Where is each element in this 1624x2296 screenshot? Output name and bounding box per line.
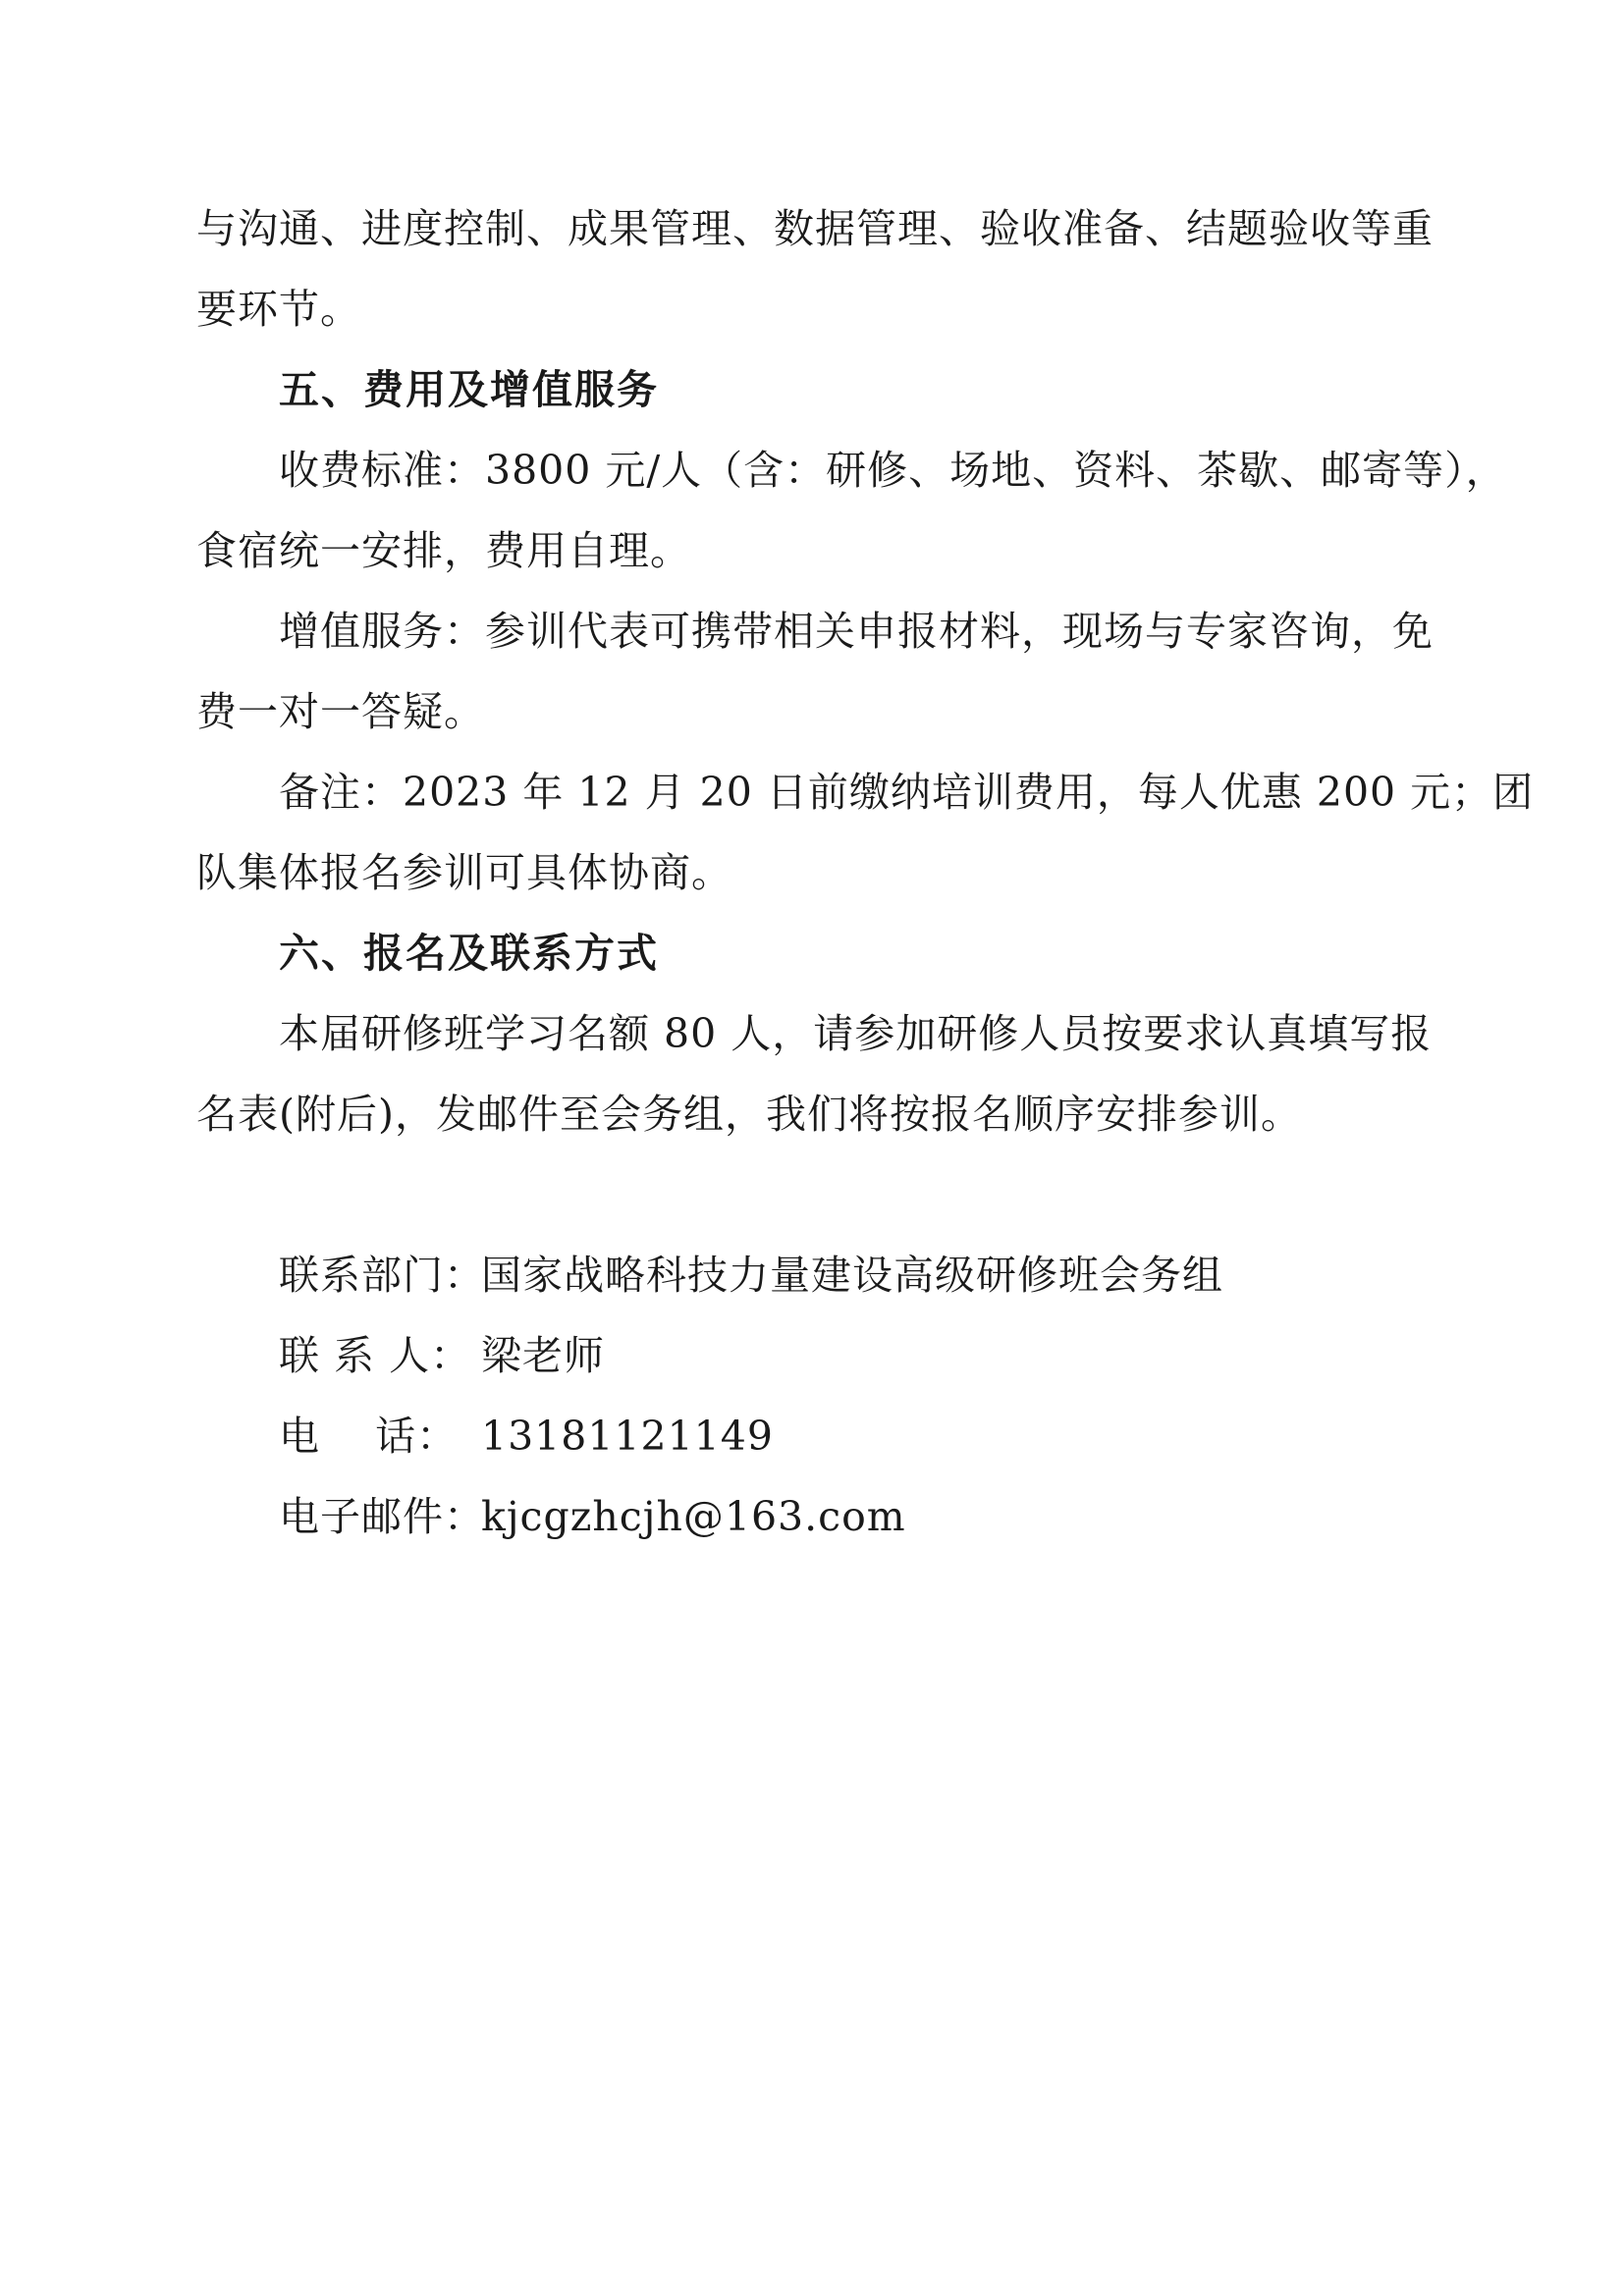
contact-phone	[279, 1409, 774, 1464]
contact-email-value: kjcgzhcjh@163.com	[481, 1493, 906, 1540]
section-heading-fees: 五、费用及增值服务	[279, 366, 659, 413]
contact-email-label: 电子邮件：	[279, 1493, 485, 1540]
registration-line: 本届研修班学习名额 80 人，请参加研修人员按要求认真填写报	[279, 1010, 1433, 1057]
fee-standard-line: 收费标准：3800 元/人（含：研修、场地、资料、茶歇、邮寄等），	[279, 447, 1507, 494]
fee-standard-line: 食宿统一安排，费用自理。	[196, 527, 691, 574]
contact-department-value: 国家战略科技力量建设高级研修班会务组	[481, 1252, 1223, 1299]
remark-line: 备注：2023 年 12 月 20 日前缴纳培训费用，每人优惠 200 元；团	[279, 769, 1535, 816]
contact-department-label: 联系部门：	[279, 1252, 485, 1299]
section-heading-registration: 六、报名及联系方式	[279, 930, 659, 977]
value-added-service-line: 增值服务：参训代表可携带相关申报材料，现场与专家咨询，免	[279, 608, 1434, 655]
contact-email	[279, 1489, 906, 1544]
remark-line: 队集体报名参训可具体协商。	[196, 849, 732, 896]
contact-phone-label: 电 话：	[279, 1413, 459, 1460]
contact-person-label: 联 系 人：	[279, 1332, 472, 1379]
registration-line: 名表(附后)，发邮件至会务组，我们将按报名顺序安排参训。	[196, 1091, 1302, 1138]
paragraph-line: 要环节。	[196, 286, 361, 333]
contact-person	[279, 1328, 605, 1383]
paragraph-line: 与沟通、进度控制、成果管理、数据管理、验收准备、结题验收等重	[196, 205, 1434, 252]
contact-department	[279, 1248, 1223, 1303]
value-added-service-line: 费一对一答疑。	[196, 688, 485, 735]
contact-phone-value: 13181121149	[481, 1413, 774, 1460]
contact-person-value: 梁老师	[481, 1332, 605, 1379]
